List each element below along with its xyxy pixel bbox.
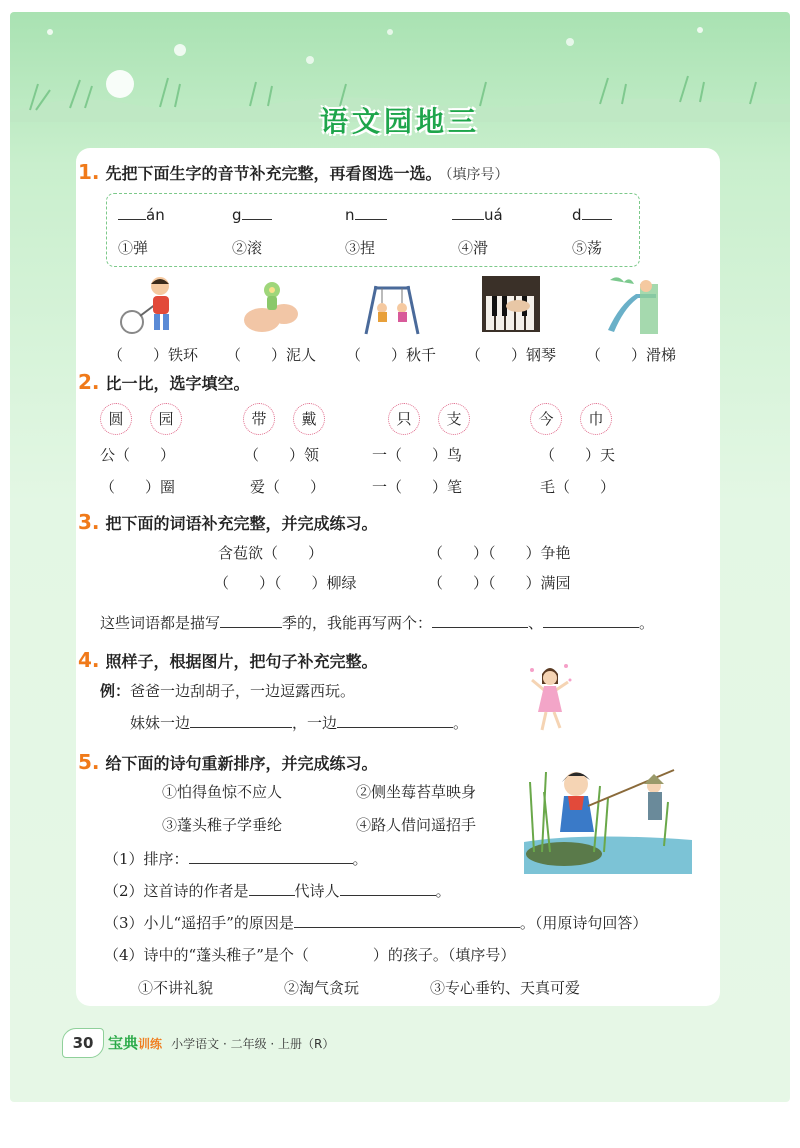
- char-option: ②滚: [232, 239, 263, 257]
- q5-heading: [78, 750, 378, 774]
- answer-blank[interactable]: [355, 205, 387, 220]
- pinyin-item: uá: [452, 205, 503, 224]
- q1-answer-item: （ ）滑梯: [586, 346, 677, 364]
- q1-answer-item: （ ）泥人: [226, 346, 317, 364]
- boy-hoop-illustration: [118, 274, 182, 336]
- idiom-blank[interactable]: （ ）（ ）柳绿: [214, 574, 357, 592]
- char-circle: 带: [243, 403, 275, 435]
- answer-blank[interactable]: [190, 713, 292, 728]
- pinyin-item: án: [118, 205, 165, 224]
- q4-text: 照样子，根据图片，把句子补充完整。: [105, 652, 378, 671]
- poem-line: ③蓬头稚子学垂纶: [162, 816, 283, 834]
- child-fishing-illustration: [524, 762, 692, 874]
- char-circle: 戴: [293, 403, 325, 435]
- fill-blank[interactable]: 爱（ ）: [250, 478, 326, 496]
- answer-blank[interactable]: [452, 205, 484, 220]
- clay-figure-illustration: [240, 274, 300, 336]
- answer-blank[interactable]: [294, 913, 520, 928]
- char-option: ③捏: [345, 239, 376, 257]
- q3-text: 把下面的词语补充完整，并完成练习。: [105, 514, 378, 533]
- girl-dancing-illustration: [522, 660, 578, 736]
- answer-option: ③专心垂钓、天真可爱: [430, 979, 581, 997]
- char-circle: 巾: [580, 403, 612, 435]
- q5-sub1: （1）排序： 。: [104, 850, 368, 868]
- q4-example: 例：爸爸一边刮胡子，一边逗露西玩。: [100, 682, 356, 700]
- fill-blank[interactable]: （ ）圈: [100, 478, 176, 496]
- fill-blank[interactable]: 一（ ）鸟: [372, 446, 463, 464]
- q2-number: 2.: [78, 370, 100, 394]
- answer-blank[interactable]: [242, 205, 272, 220]
- idiom-blank[interactable]: （ ）（ ）满园: [428, 574, 571, 592]
- q4-sentence: 妹妹一边 ，一边 。: [130, 714, 469, 732]
- pinyin-item: d: [572, 205, 612, 224]
- fill-blank[interactable]: 毛（ ）: [540, 478, 616, 496]
- swing-illustration: [362, 282, 422, 336]
- char-option: ⑤荡: [572, 239, 603, 257]
- q3-heading: [78, 510, 378, 534]
- answer-blank[interactable]: [337, 713, 453, 728]
- q1-answer-item: （ ）铁环: [108, 346, 199, 364]
- q1-note: （填序号）: [445, 167, 509, 183]
- q1-answer-item: （ ）秋千: [346, 346, 437, 364]
- answer-blank[interactable]: [220, 613, 282, 628]
- q5-number: 5.: [78, 750, 100, 774]
- answer-blank[interactable]: [432, 613, 528, 628]
- q1-answer-item: （ ）钢琴: [466, 346, 557, 364]
- book-info: 小学语文 · 二年级 · 上册（R）: [171, 1037, 335, 1051]
- char-circle: 只: [388, 403, 420, 435]
- char-circle: 圆: [100, 403, 132, 435]
- q3-number: 3.: [78, 510, 100, 534]
- fill-blank[interactable]: 公（ ）: [100, 446, 176, 464]
- q1-heading: [78, 160, 509, 184]
- answer-blank[interactable]: [543, 613, 639, 628]
- answer-option: ②淘气贪玩: [284, 979, 360, 997]
- q5-text: 给下面的诗句重新排序，并完成练习。: [105, 754, 378, 773]
- pinyin-item: g: [232, 205, 272, 224]
- q5-sub4: （4）诗中的“蓬头稚子”是个（ ）的孩子。（填序号）: [104, 946, 516, 964]
- fill-blank[interactable]: （ ）领: [244, 446, 320, 464]
- q5-sub2: （2）这首诗的作者是 代诗人 。: [104, 882, 451, 900]
- char-option: ④滑: [458, 239, 489, 257]
- q3-sentence: 这些词语都是描写 季的，我能再写两个： 、 。: [100, 614, 655, 632]
- poem-line: ④路人借问遥招手: [356, 816, 477, 834]
- answer-blank[interactable]: [249, 881, 295, 896]
- q5-sub3: （3）小儿“遥招手”的原因是 。（用原诗句回答）: [104, 914, 648, 932]
- poem-line: ②侧坐莓苔草映身: [356, 783, 477, 801]
- fill-blank[interactable]: （ ）天: [540, 446, 616, 464]
- pinyin-item: n: [345, 205, 387, 224]
- footer-brand: [108, 1032, 334, 1053]
- poem-line: ①怕得鱼惊不应人: [162, 783, 283, 801]
- q4-heading: [78, 648, 378, 672]
- piano-illustration: [482, 276, 540, 332]
- char-option: ①弹: [118, 239, 149, 257]
- brand-logo: 宝典: [108, 1034, 139, 1052]
- fill-blank[interactable]: 一（ ）笔: [372, 478, 463, 496]
- char-circle: 支: [438, 403, 470, 435]
- char-circle: 今: [530, 403, 562, 435]
- q2-text: 比一比，选字填空。: [105, 374, 250, 393]
- idiom-blank[interactable]: （ ）（ ）争艳: [428, 544, 571, 562]
- char-circle: 园: [150, 403, 182, 435]
- q1-text: 先把下面生字的音节补充完整，再看图选一选。: [105, 164, 442, 183]
- answer-option: ①不讲礼貌: [138, 979, 214, 997]
- brand-logo-sub: 训练: [138, 1037, 163, 1051]
- page-number: 30: [62, 1028, 104, 1058]
- q4-number: 4.: [78, 648, 100, 672]
- q1-number: 1.: [78, 160, 100, 184]
- slide-illustration: [600, 274, 664, 336]
- idiom-blank[interactable]: 含苞欲（ ）: [218, 544, 324, 562]
- answer-blank[interactable]: [340, 881, 436, 896]
- q2-heading: [78, 370, 250, 394]
- page-title: 语文园地三: [319, 105, 480, 138]
- answer-blank[interactable]: [189, 849, 353, 864]
- answer-blank[interactable]: [582, 205, 612, 220]
- answer-blank[interactable]: [118, 205, 146, 220]
